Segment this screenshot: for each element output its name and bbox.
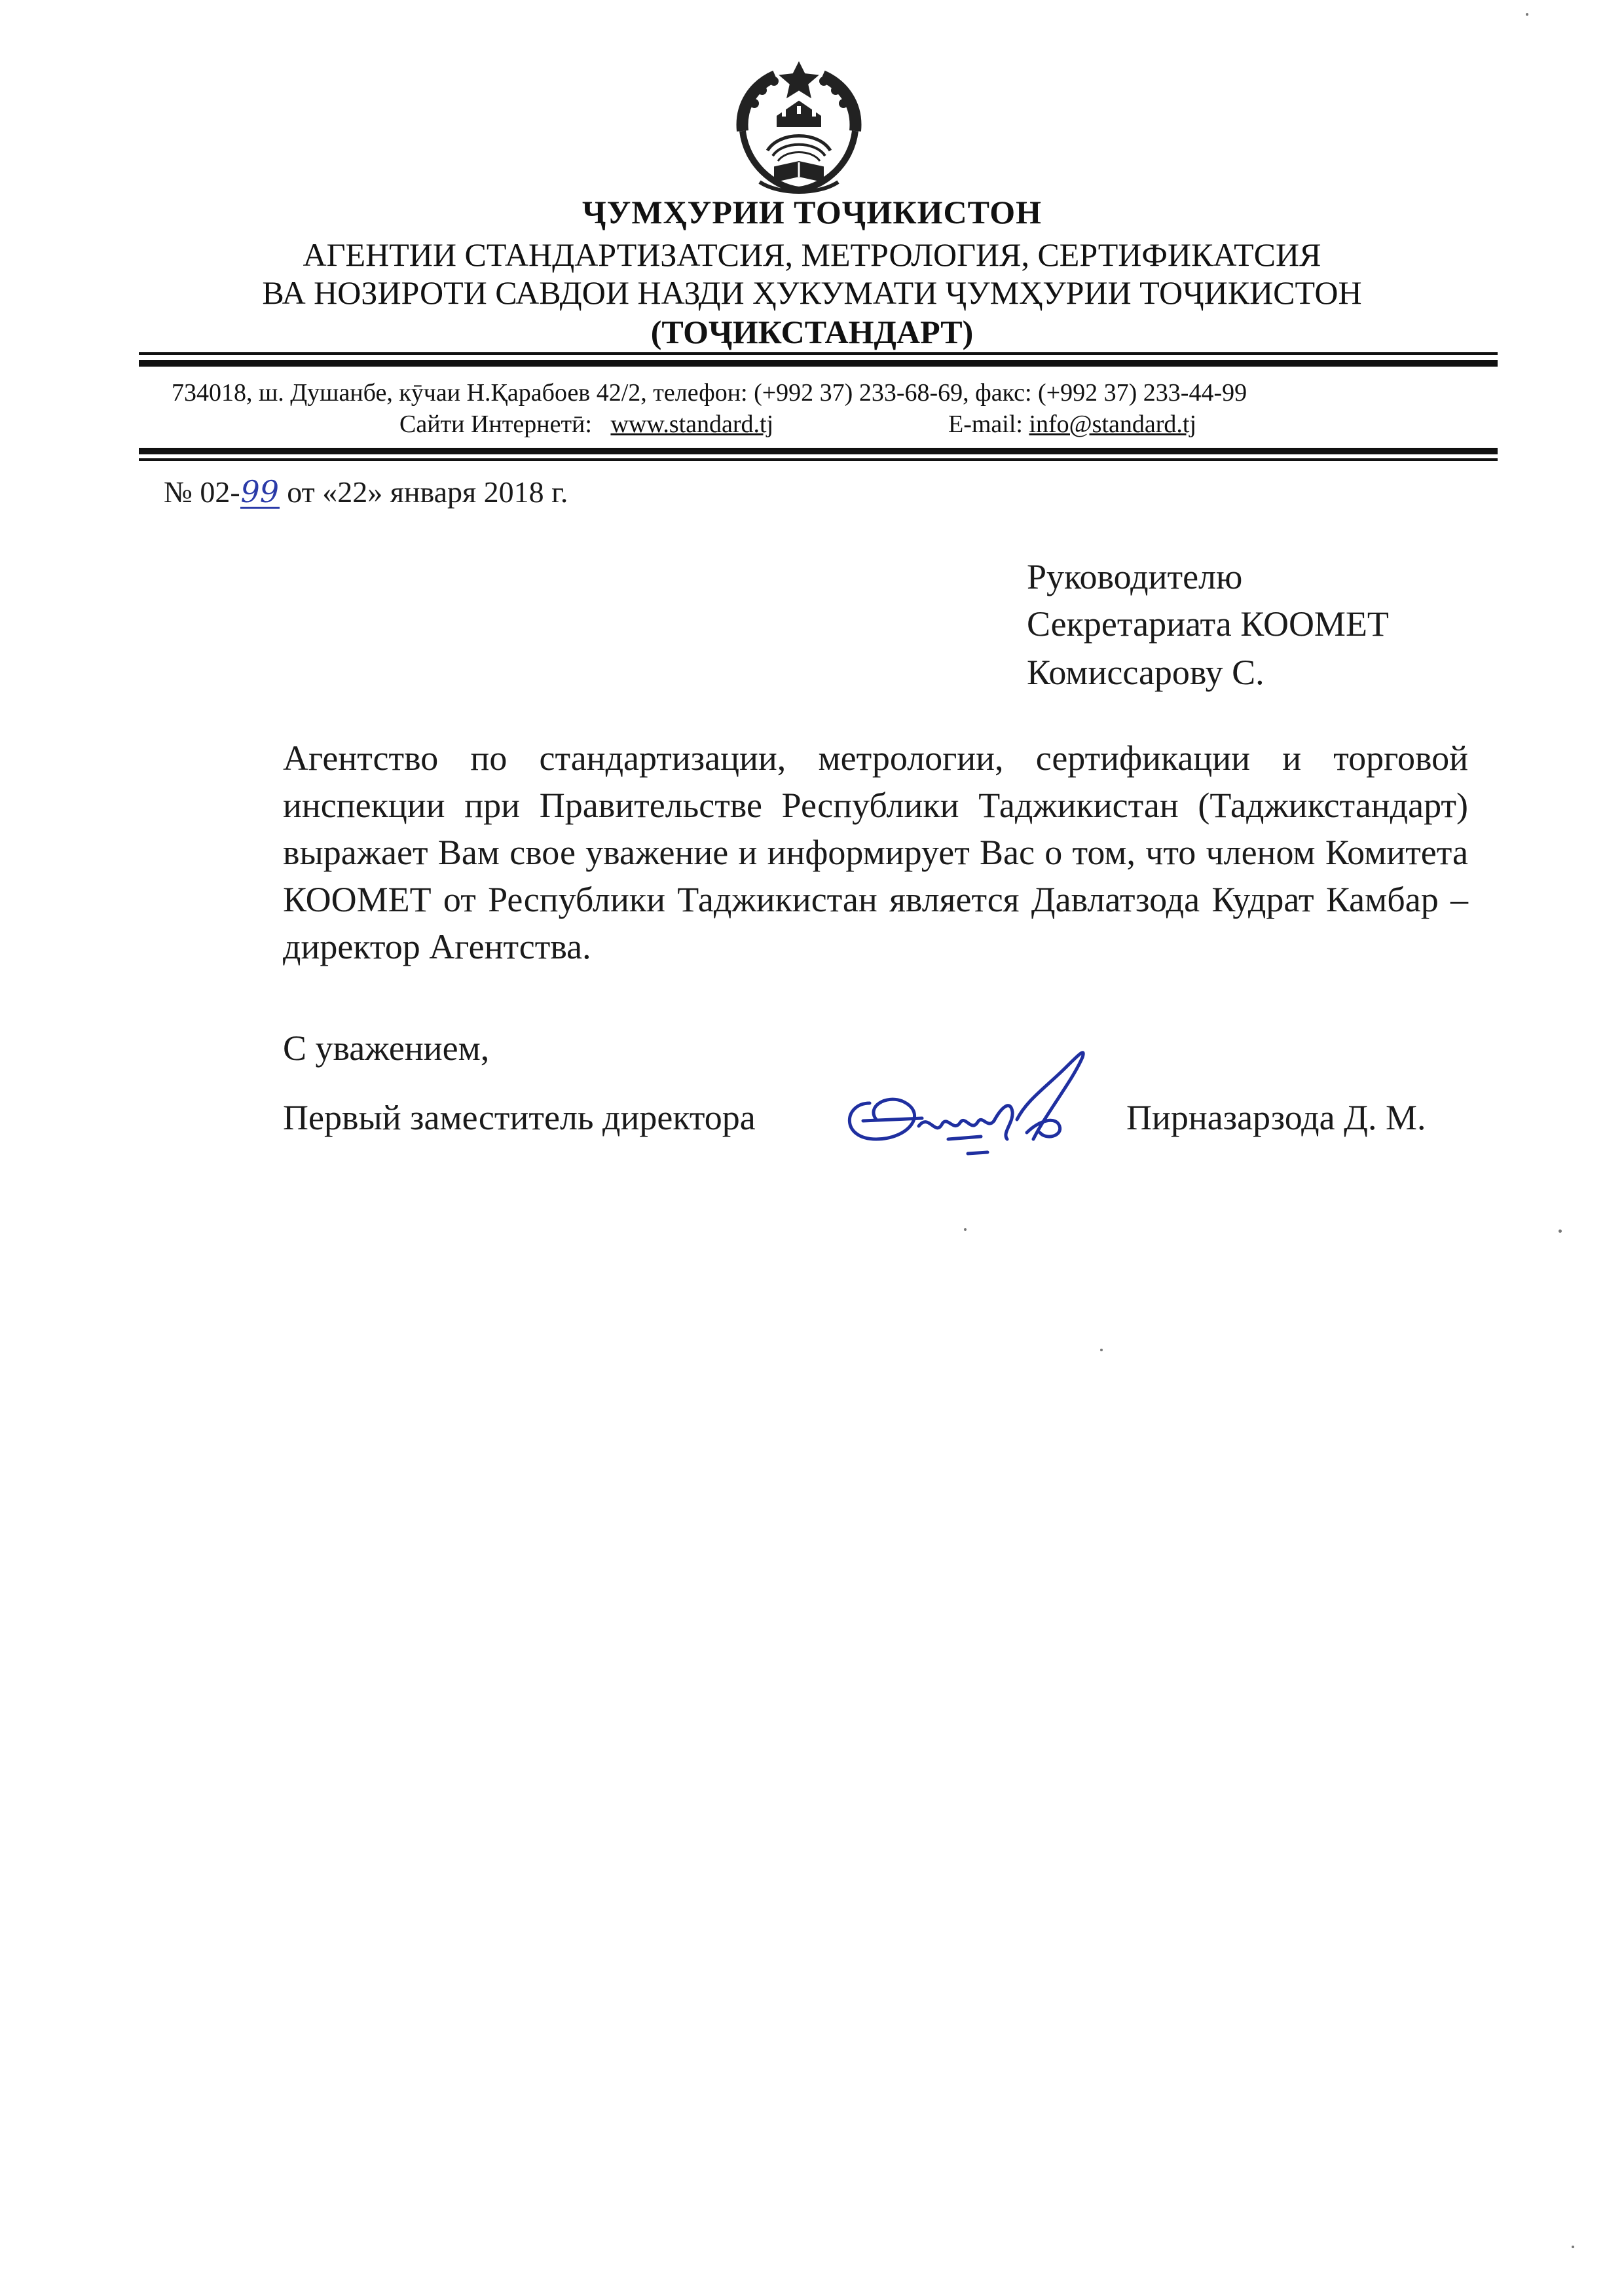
signature-icon xyxy=(830,1041,1118,1172)
header-rule-thin-top xyxy=(139,352,1498,355)
scan-speck xyxy=(1526,13,1528,16)
signer-name: Пирназарзода Д. М. xyxy=(1126,1098,1426,1137)
contact-email xyxy=(948,410,1196,439)
header-agency-short: (ТОҶИКСТАНДАРТ) xyxy=(650,314,974,350)
addressee-line-1: Руководителю xyxy=(1027,557,1243,596)
letter-body xyxy=(283,735,1468,970)
website-link[interactable]: www.standard.tj xyxy=(610,410,774,438)
addressee-line-2: Секретариата КООМЕТ xyxy=(1027,604,1389,644)
scan-speck xyxy=(1559,1230,1562,1233)
contact-address: 734018, ш. Душанбе, кӯчаи Н.Қарабоев 42/2, телефон: (+992 37) 233-68-69, факс: (+992 37) 233-44-99 xyxy=(172,379,1247,407)
email-label: E-mail: xyxy=(948,410,1023,438)
scan-speck xyxy=(1100,1349,1103,1351)
registration-number: 99 xyxy=(240,474,279,509)
closing-regards: С уважением, xyxy=(283,1029,490,1068)
header-country: ҶУМҲУРИИ ТОҶИКИСТОН xyxy=(581,194,1043,230)
website-label: Сайти Интернетӣ: xyxy=(399,410,592,438)
header-agency-line2: ВА НОЗИРОТИ САВДОИ НАЗДИ ҲУКУМАТИ ҶУМҲУРИИ ТОҶИКИСТОН xyxy=(262,274,1362,311)
header-agency-line1: АГЕНТИИ СТАНДАРТИЗАТСИЯ, МЕТРОЛОГИЯ, СЕРТИФИКАТСИЯ xyxy=(303,236,1321,273)
header-rule-thin-bottom xyxy=(139,458,1498,461)
registration-date: от «22» января 2018 г. xyxy=(279,475,568,509)
header-rule-thick-bottom xyxy=(139,448,1498,454)
email-link[interactable]: info@standard.tj xyxy=(1029,410,1197,438)
scan-speck xyxy=(964,1228,967,1231)
registration-prefix: № 02- xyxy=(164,475,240,509)
registration-line xyxy=(164,475,568,509)
body-paragraph: Агентство по стандартизации, метрологии, сертификации и торговой инспекции при Правительстве Республики Таджикистан (Таджикстандарт) выражает Вам свое уважение и информирует Вас о том, что членом Комитета КООМЕТ от Республики Таджикистан является Давлатзода Кудрат Камбар – директор Агентства. xyxy=(283,738,1468,966)
addressee-line-3: Комиссарову С. xyxy=(1027,653,1264,692)
header-rule-thick-top xyxy=(139,360,1498,367)
scan-speck xyxy=(1572,2246,1574,2248)
state-emblem-icon xyxy=(720,52,877,210)
contact-website xyxy=(399,410,773,439)
signer-title: Первый заместитель директора xyxy=(283,1098,756,1137)
